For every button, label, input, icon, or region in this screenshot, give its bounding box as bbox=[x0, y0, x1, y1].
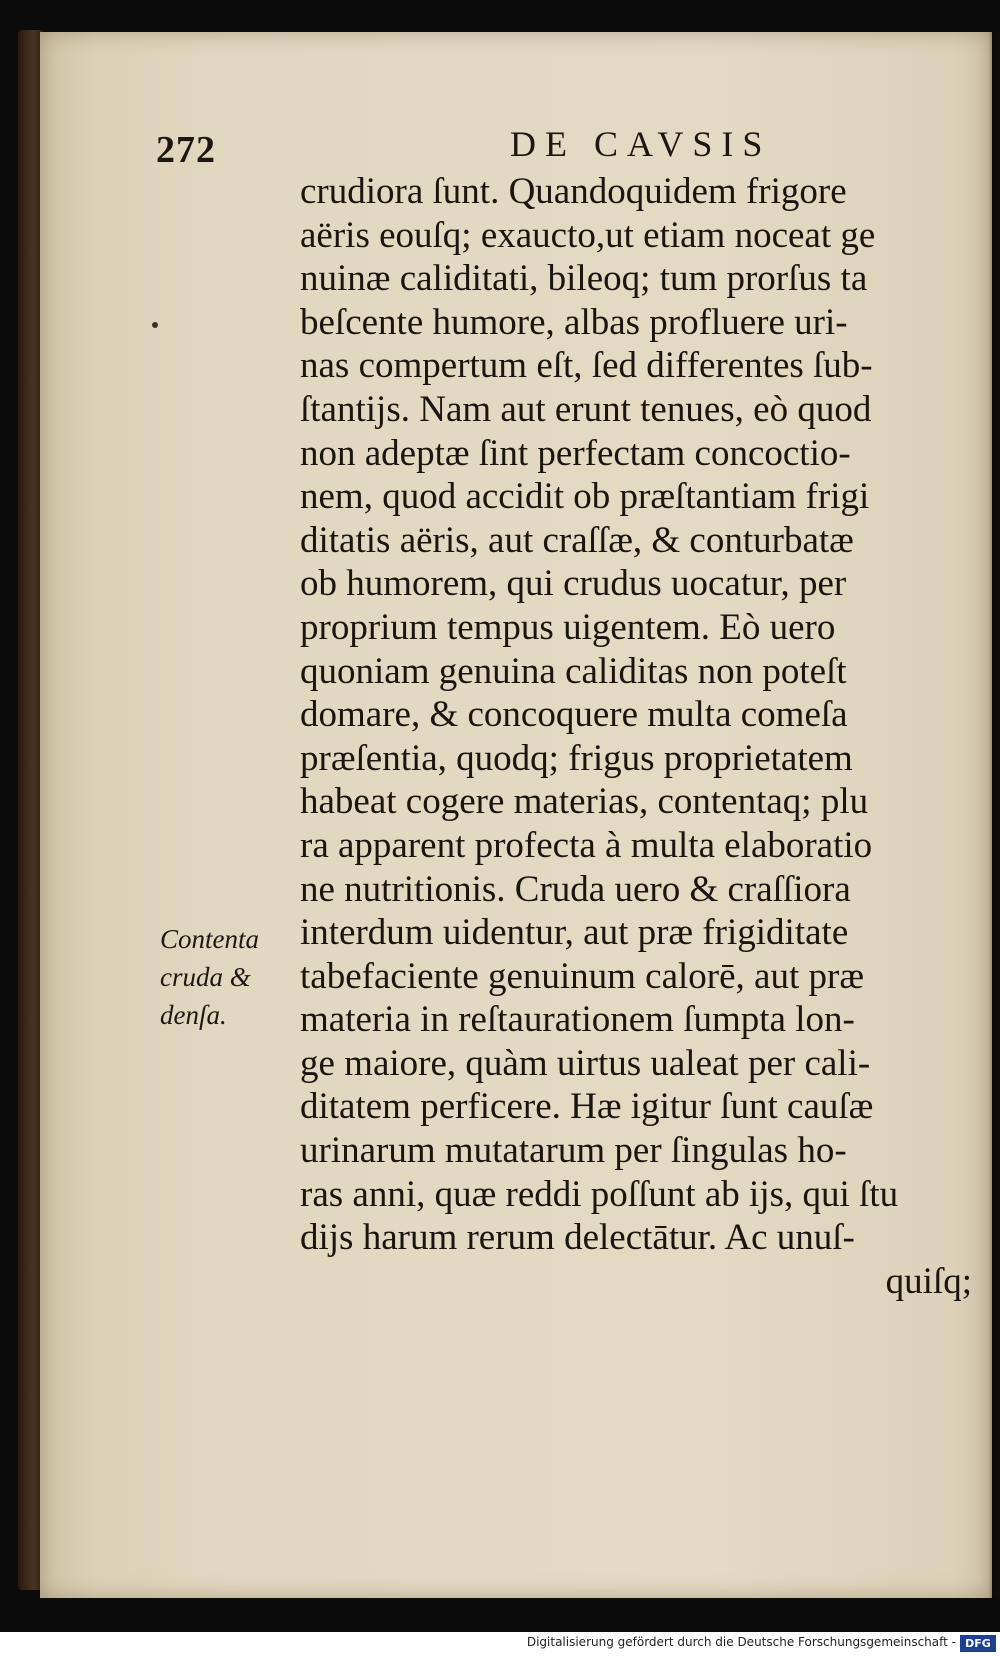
text-line: habeat cogere materias, contentaq; plu bbox=[300, 781, 869, 823]
marginal-note-line: denſa. bbox=[160, 1000, 227, 1030]
text-line: nas compertum eſt, ſed differentes ſub- bbox=[300, 345, 873, 387]
text-line: ob humorem, qui crudus uocatur, per bbox=[300, 563, 847, 605]
running-head: DE CAVSIS bbox=[510, 124, 772, 164]
marginal-note-line: Contenta bbox=[160, 924, 259, 954]
text-line: interdum uidentur, aut præ frigiditate bbox=[300, 912, 849, 954]
text-line: nuinæ caliditati, bileoq; tum prorſus ta bbox=[300, 258, 868, 300]
text-line: urinarum mutatarum per ſingulas ho- bbox=[300, 1130, 847, 1172]
text-line: quoniam genuina caliditas non poteſt bbox=[300, 650, 847, 692]
funding-credit: Digitalisierung gefördert durch die Deutsche Forschungsgemeinschaft - bbox=[526, 1635, 956, 1649]
dfg-logo: DFG bbox=[960, 1635, 996, 1652]
marginal-note bbox=[160, 920, 290, 1034]
text-line: domare, & concoquere multa comeſa bbox=[300, 694, 848, 736]
text-line: ſtantijs. Nam aut erunt tenues, eò quod bbox=[300, 388, 872, 430]
catchword: quiſq; bbox=[885, 1260, 972, 1302]
text-line: ra apparent profecta à multa elaboratio bbox=[300, 824, 873, 866]
text-line: ditatem perficere. Hæ igitur ſunt cauſæ bbox=[300, 1086, 874, 1128]
body-text bbox=[300, 170, 990, 1303]
text-line: ge maiore, quàm uirtus ualeat per cali- bbox=[300, 1042, 871, 1084]
text-line: ne nutritionis. Cruda uero & craſſiora bbox=[300, 868, 851, 910]
text-line: aëris eouſq; exaucto,ut etiam noceat ge bbox=[300, 214, 876, 256]
text-line: dijs harum rerum delectātur. Ac unuſ- bbox=[300, 1217, 855, 1259]
text-line: crudiora ſunt. Quandoquidem frigore bbox=[300, 171, 847, 212]
text-line: ras anni, quæ reddi poſſunt ab ijs, qui ſtu bbox=[300, 1173, 899, 1215]
text-line: ditatis aëris, aut craſſæ, & conturbatæ bbox=[300, 519, 854, 561]
text-line: non adeptæ ſint perfectam concoctio- bbox=[300, 432, 851, 474]
text-line: præſentia, quodq; frigus proprietatem bbox=[300, 737, 853, 779]
ink-speck bbox=[152, 322, 158, 328]
footer-bar bbox=[0, 1632, 1000, 1656]
marginal-note-line: cruda & bbox=[160, 962, 251, 992]
text-line: tabefaciente genuinum calorē, aut præ bbox=[300, 955, 864, 997]
page-number: 272 bbox=[156, 129, 216, 171]
text-line: proprium tempus uigentem. Eò uero bbox=[300, 606, 836, 648]
text-line: materia in reſtaurationem ſumpta lon- bbox=[300, 999, 855, 1041]
text-line: nem, quod accidit ob præſtantiam frigi bbox=[300, 476, 870, 518]
text-line: beſcente humore, albas profluere uri- bbox=[300, 301, 848, 343]
